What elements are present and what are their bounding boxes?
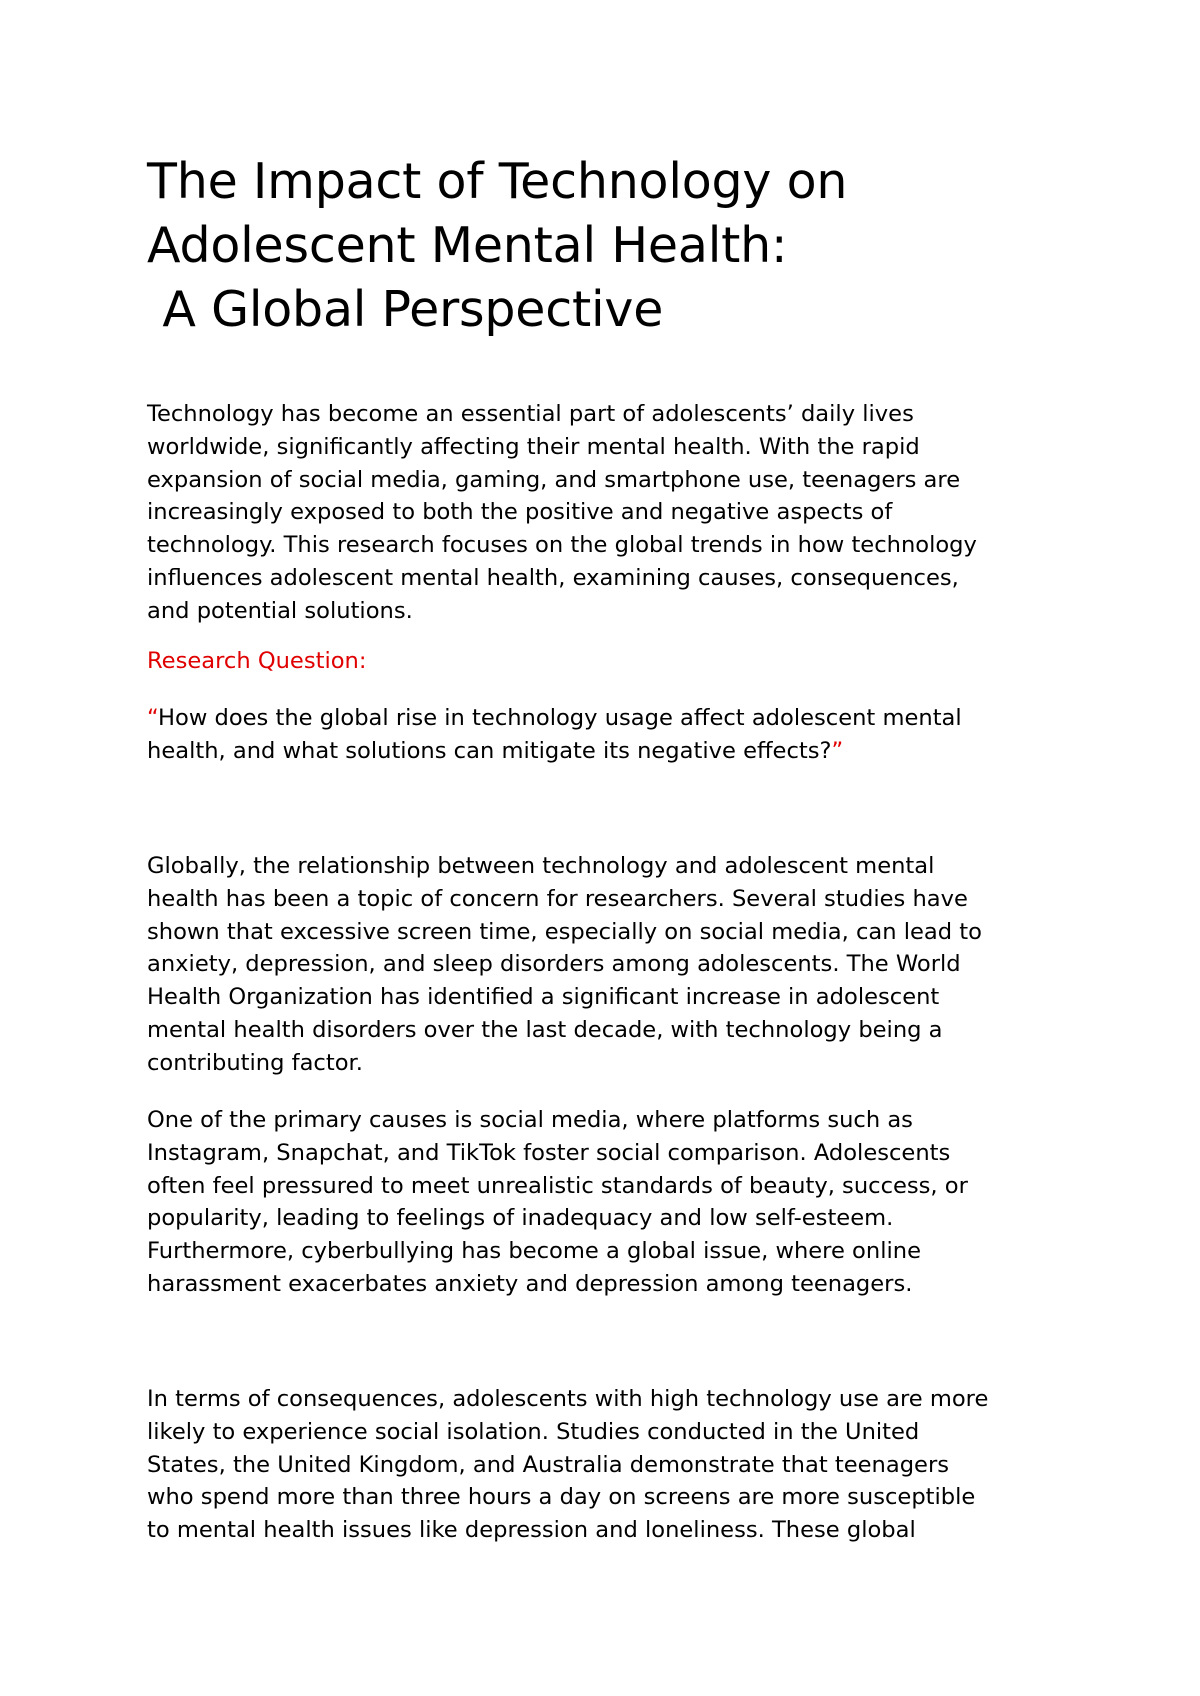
body-paragraph-consequences: In terms of consequences, adolescents with high technology use are more likely to experience social isolation. Studies conducted in the United States, the United Kingdom, and Australia demonstrate that teenagers who spend more than three hours a day on screens are more susceptible to mental health issues like depression and loneliness. These global — [147, 1386, 989, 1544]
title-line-1: The Impact of Technology on — [147, 153, 848, 210]
research-question-body: How does the global rise in technology usage affect adolescent mental health, and what solutions can mitigate its negative effects? — [147, 705, 962, 764]
document-title — [147, 150, 1047, 342]
research-question-text — [147, 702, 1067, 768]
body-paragraph-global-relationship: Globally, the relationship between technology and adolescent mental health has been a topic of concern for researchers. Several studies have shown that excessive screen time, especially on social media, can lead to anxiety, depression, and sleep disorders among adolescents. The World Health Organization has identified a significant increase in adolescent mental health disorders over the last decade, with technology being a contributing factor. — [147, 853, 982, 1076]
title-line-3: A Global Perspective — [147, 281, 664, 338]
close-quote-mark: ” — [831, 737, 844, 764]
research-question-label: Research Question: — [147, 648, 367, 674]
title-line-2: Adolescent Mental Health: — [147, 217, 788, 274]
intro-paragraph: Technology has become an essential part of adolescents’ daily lives worldwide, significantly affecting their mental health. With the rapid expansion of social media, gaming, and smartphone use, teenagers are increasingly exposed to both the positive and negative aspects of technology. This research focuses on the global trends in how technology influences adolescent mental health, examining causes, consequences, and potential solutions. — [147, 401, 977, 624]
body-paragraph-primary-causes: One of the primary causes is social media, where platforms such as Instagram, Snapchat, and TikTok foster social comparison. Adolescents often feel pressured to meet unrealistic standards of beauty, success, or popularity, leading to feelings of inadequacy and low self-esteem. Furthermore, cyberbullying has become a global issue, where online harassment exacerbates anxiety and depression among teenagers. — [147, 1107, 968, 1297]
open-quote-mark: “ — [147, 705, 159, 731]
